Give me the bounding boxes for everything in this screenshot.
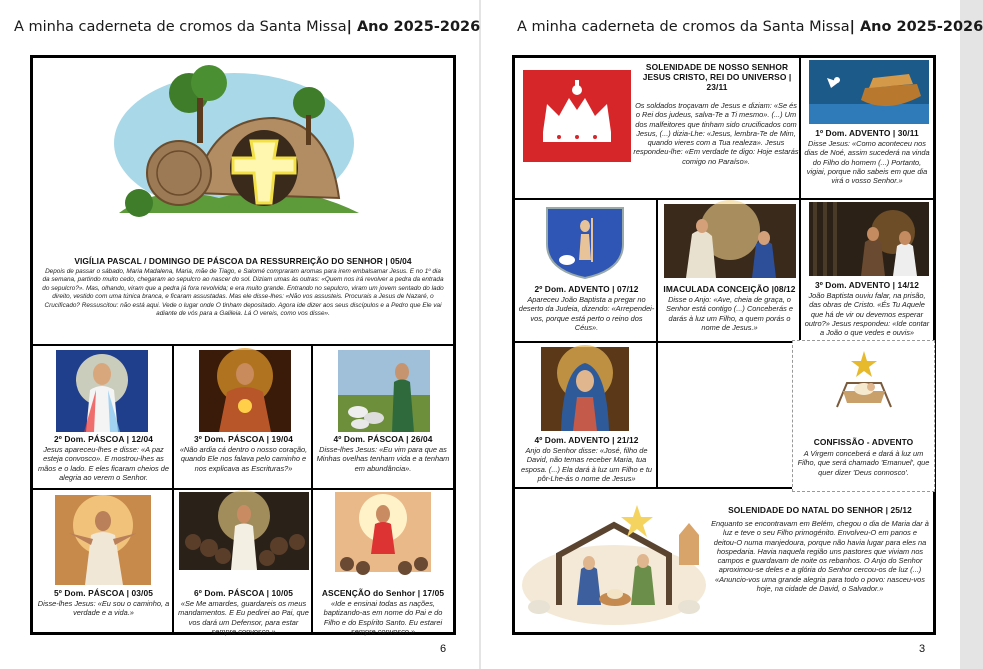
card-title: 6º Dom. PÁSCOA | 10/05: [194, 588, 293, 598]
card-imaculada: [656, 198, 801, 343]
card-title: 1º Dom. ADVENTO | 30/11: [815, 128, 919, 138]
jesus-divine-mercy-image: [56, 350, 148, 432]
empty-sticker-slot: [656, 341, 801, 489]
noah-ark-image: [809, 60, 929, 124]
card-confissao: [792, 340, 935, 492]
card-pascoa-2: [33, 344, 174, 490]
card-title: VIGÍLIA PASCAL / DOMINGO DE PÁSCOA DA RESSURREIÇÃO DO SENHOR | 05/04: [74, 256, 412, 266]
card-title: ASCENÇÃO do Senhor | 17/05: [321, 588, 445, 598]
card-vigilia-pascal: [33, 58, 453, 346]
card-advento-1: [799, 58, 933, 200]
card-title: 2º Dom. ADVENTO | 07/12: [534, 284, 639, 294]
card-pascoa-5: [33, 488, 174, 632]
card-text: Disse Jesus: «Como aconteceu nos dias de Noé, assim sucederá na vinda do Filho do homem (...) Portanto, vigiai, porque não sabeis em que dia virá o vosso Senhor.»: [804, 139, 930, 186]
virgin-mary-image: [541, 347, 629, 431]
card-pascoa-6: [172, 488, 313, 636]
card-advento-2: [515, 198, 658, 343]
card-title: 2º Dom. PÁSCOA | 12/04: [54, 434, 153, 444]
empty-tomb-image: [99, 63, 369, 233]
card-title: 3º Dom. ADVENTO | 14/12: [814, 280, 920, 290]
card-title: 5º Dom. PÁSCOA | 03/05: [54, 588, 153, 598]
manger-star-image: [827, 349, 901, 411]
crown-image: [523, 70, 631, 162]
card-cristo-rei: [515, 58, 801, 200]
left-page-header: [14, 19, 480, 35]
jesus-rising-image: [55, 495, 151, 585]
card-title: SOLENIDADE DE NOSSO SENHOR JESUS CRISTO, REI DO UNIVERSO | 23/11: [642, 62, 792, 92]
header-year: | Ano 2025-2026: [346, 19, 481, 35]
card-text: «Ide e ensinai todas as nações, baptizando-as em nome do Pai e do Filho e do Espírito Santo. Eu estarei sempre convosco.»: [323, 599, 443, 636]
card-title: 4º Dom. ADVENTO | 21/12: [534, 435, 639, 445]
card-title: 3º Dom. PÁSCOA | 19/04: [194, 434, 293, 444]
card-pascoa-4: [311, 344, 453, 490]
card-advento-4: [515, 341, 658, 489]
card-text: Disse o Anjo: «Ave, cheia de graça, o Senhor está contigo (...) Conceberás e darás à luz um Filho, a quem porás o nome de Jesus.»: [666, 295, 793, 332]
jesus-with-crowd-image: [179, 492, 309, 570]
card-text: «Se Me amardes, guardareis os meus mandamentos. E Eu pedirei ao Pai, que vos dará um Defensor, para estar sempre convosco.»: [178, 599, 309, 636]
card-title: CONFISSÃO - ADVENTO: [813, 437, 914, 447]
annunciation-image: [664, 204, 796, 278]
card-text: Os soldados troçavam de Jesus e diziam: «Se és o Rei dos judeus, salva-Te a Ti mesmo». (...) Um dos malfeitores que tinham sido crucificados com Jesus, (...) dizia-Lhe: «Jesus, lembra-Te de Mim, quando vieres com a Tua realeza». Jesus respondeu-lhe: «Em verdade te digo: Hoje estarás comigo no Paraíso».: [633, 101, 799, 166]
card-pascoa-3: [172, 344, 313, 490]
nativity-image: [519, 495, 709, 625]
header-title: A minha caderneta de cromos da Santa Missa: [14, 19, 347, 35]
card-text: Apareceu João Baptista a pregar no deserto da Judeia, dizendo: «Arrependei-vos, porque está perto o reino dos Céus».: [518, 295, 655, 332]
card-title: SOLENIDADE DO NATAL DO SENHOR | 25/12: [728, 505, 912, 515]
card-text: Jesus apareceu-lhes e disse: «A paz esteja convosco». E mostrou-lhes as mãos e o lado. E eles ficaram cheios de alegria ao verem o Senhor.: [37, 445, 170, 482]
card-text: «Não ardia cá dentro o nosso coração, quando Ele nos falava pelo caminho e nos explicava as Escrituras?»: [179, 445, 308, 473]
left-stickers-frame: [30, 55, 456, 635]
card-ascensao: [311, 488, 453, 636]
john-in-prison-image: [809, 202, 929, 276]
jesus-heart-image: [199, 350, 291, 432]
card-advento-3: [799, 198, 933, 343]
card-text: Enquanto se encontravam em Belém, chegou o dia de Maria dar à luz e teve o seu Filho primogénito. Envolveu-O em panos e deitou-O numa manjedoura, porque não havia lugar para eles na hospedaria. Havia naquela região uns pastores que viviam nos campos e guardavam de noite os rebanhos. O Anjo do Senhor aproximou-se deles e a glória do Senhor cercou-os de luz (...) «Anuncio-vos uma grande alegria para todo o povo: nasceu-vos hoje, na cidade de David, o Salvador.»: [711, 519, 929, 594]
ascension-image: [335, 492, 431, 572]
card-text: João Baptista ouviu falar, na prisão, das obras de Cristo. «És Tu Aquele que há de vir ou devemos esperar outro?» Jesus respondeu: «Ide contar a João o que vedes e ouvis»: [804, 291, 930, 338]
card-text: Disse-lhes Jesus: «Eu vim para que as Minhas ovelhas tenham vida e a tenham em abundância».: [316, 445, 450, 473]
page-number: 6: [440, 643, 447, 655]
header-year: | Ano 2025-2026: [849, 19, 983, 35]
page-number: 3: [919, 643, 926, 655]
card-title: IMACULADA CONCEIÇÃO |08/12: [663, 284, 796, 294]
card-natal: [515, 487, 933, 632]
card-text: Anjo do Senhor disse: «José, filho de David, não temas receber Maria, tua esposa. (...) Ela dará à luz um Filho e tu pôr-Lhe-ás o nome de Jesus»: [520, 446, 653, 483]
header-title: A minha caderneta de cromos da Santa Missa: [517, 19, 850, 35]
card-text: Disse-lhes Jesus: «Eu sou o caminho, a verdade e a vida.»: [37, 599, 170, 618]
right-page-header: [517, 19, 983, 35]
card-text: A Virgem conceberá e dará à luz um Filho, que será chamado 'Emanuel', que quer dizer 'Deus connosco'.: [797, 449, 930, 477]
john-baptist-shield-image: [543, 204, 627, 280]
card-text: Depois de passar o sábado, Maria Madalena, Maria, mãe de Tiago, e Salomé compraram aromas para irem embalsamar Jesus. E no 1º dia da semana, partindo muito cedo, chegaram ao sepulcro ao nascer do sol. Diziam umas às outras: «Quem nos irá revolver a pedra da entrada do sepulcro?». Mas, olhando, viram que a pedra já fora revolvida; e era muito grande. Entrando no sepulcro, viram um jovem sentado do lado direito, vestido com uma túnica branca, e ficaram assustadas. Mas ele disse-lhes: «Não vos assusteis. Procurais a Jesus de Nazaré, o Crucificado? Ressuscitou: não está aqui. Vede o lugar onde O tinham depositado. Agora ide dizer aos seus discípulos e a Pedro que Ele vai adiante de vós para a Galileia. Lá O vereis, como vos disse».: [42, 268, 444, 318]
card-title: 4º Dom. PÁSCOA | 26/04: [333, 434, 433, 444]
good-shepherd-image: [338, 350, 430, 432]
